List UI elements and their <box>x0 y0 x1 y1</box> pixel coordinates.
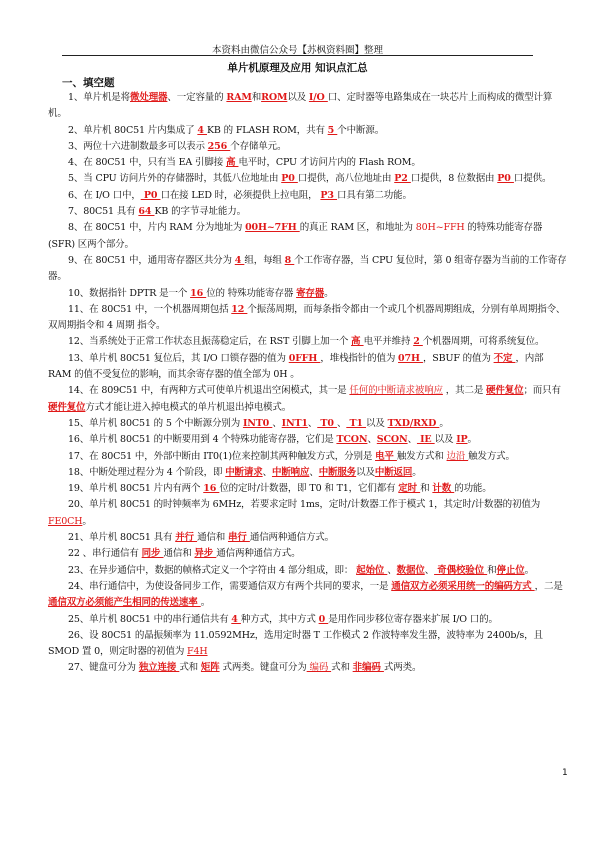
question-text: 、 <box>262 466 272 478</box>
answer-fill: 5 <box>327 124 338 136</box>
answer-fill: T1 <box>346 417 367 429</box>
question-text: 。 <box>200 597 211 609</box>
answer-fill: 非编码 <box>352 662 384 674</box>
answer-fill: 计数 <box>432 483 455 495</box>
answer-fill: 中断返回 <box>374 466 413 478</box>
question-text: 1、单片机是将 <box>68 92 130 103</box>
question-22 <box>48 546 568 562</box>
question-text: 通信和 <box>163 548 195 560</box>
question-10 <box>48 286 568 302</box>
question-text: 和 <box>420 483 433 495</box>
question-text: 24、串行通信中，为使设备同步工作，需要通信双方有两个共同的要求，一是 <box>68 580 392 592</box>
question-23 <box>48 563 568 579</box>
answer-fill: 16 <box>190 287 207 299</box>
question-21 <box>48 530 568 546</box>
question-1 <box>48 90 568 123</box>
question-text: 口提供，高八位地址由 <box>297 173 395 185</box>
question-text: ，二是 <box>534 580 563 592</box>
question-text: 25、单片机 80C51 中的串行通信共有 <box>68 613 232 625</box>
question-text: 26、设 80C51 的晶振频率为 11.0592MHz，选用定时器 T 工作模式 2 作波特率发生器，波特率为 2400b/s，且 SMOD 置 0，则定时器的初值为 <box>48 629 543 658</box>
answer-fill: 并行 <box>175 532 198 544</box>
question-text: 口提供，8 位数据由 <box>410 173 498 185</box>
question-text: 16、单片机 80C51 的中断要用到 4 个特殊功能寄存器，它们是 <box>68 434 337 446</box>
question-text: 15、单片机 80C51 的 5 个中断源分别为 <box>68 417 243 429</box>
question-text: 4、在 80C51 中，只有当 EA 引脚接 <box>68 157 226 169</box>
question-14 <box>48 383 568 416</box>
answer-fill: 00H~7FH <box>245 222 300 234</box>
question-text: 以及 <box>434 434 457 446</box>
question-text: 。 <box>82 515 92 527</box>
question-text: 口提供。 <box>513 173 552 185</box>
question-text: 、 <box>336 417 347 429</box>
question-text: 口、定时器等电路集成在一块芯片上而构成的微型计算机。 <box>48 92 553 120</box>
question-text: 的特殊功能寄存器(SFR) 区两个部分。 <box>48 222 543 250</box>
question-text: 7、80C51 具有 <box>68 206 139 218</box>
question-text: 12、当系统处于正常工作状态且振荡稳定后，在 RST 引脚上加一个 <box>68 336 352 348</box>
question-text: 8、在 80C51 中，片内 RAM 分为地址为 <box>68 222 246 234</box>
question-text: 通信两种通信方式。 <box>216 548 301 560</box>
question-text: 17、在 80C51 中，外部中断由 IT0(1)位来控制其两种触发方式，分别是 <box>68 450 376 462</box>
answer-fill: 定时 <box>398 483 421 495</box>
question-text: 2、单片机 80C51 片内集成了 <box>68 124 198 136</box>
answer-fill: 串行 <box>227 532 250 544</box>
question-2 <box>48 123 568 139</box>
question-text: 13、单片机 80C51 复位后，其 I/O 口锁存器的值为 <box>68 352 289 364</box>
answer-fill: 0FFH <box>288 352 321 364</box>
page-header: 本资料由微信公众号【苏枫资料圈】整理 <box>211 45 383 56</box>
answer-fill: P0 <box>140 189 161 201</box>
question-16 <box>48 432 568 448</box>
question-text: 电平并维持 <box>363 336 414 348</box>
answer-fill: 2 <box>413 336 423 348</box>
question-text: 触发方式。 <box>468 450 515 462</box>
answer-fill: RAM <box>226 92 252 103</box>
question-text: 、 <box>424 564 435 576</box>
question-text: 个存储单元。 <box>230 140 287 152</box>
question-text: 式和 <box>331 662 353 674</box>
answer-fill: F4H <box>187 646 208 658</box>
answer-fill: 停止位 <box>496 564 525 576</box>
answer-fill: 硬件复位 <box>486 385 524 397</box>
question-text: 5、当 CPU 访问片外的存储器时，其低八位地址由 <box>68 173 282 185</box>
question-text: 23、在异步通信中，数据的帧格式定义一个字符由 4 部分组成，即： <box>68 564 357 576</box>
question-text: 是用作同步移位寄存器来扩展 I/O 口的。 <box>328 613 498 625</box>
answer-fill: 高 <box>225 157 239 169</box>
question-text: ，堆栈指针的值为 <box>320 352 399 364</box>
question-text: 9、在 80C51 中，通用寄存器区共分为 <box>68 254 235 266</box>
question-text: 位的定时/计数器，即 T0 和 T1，它们都有 <box>219 483 399 495</box>
answer-fill: 8 <box>284 254 295 266</box>
question-text: 式和 <box>179 662 201 674</box>
question-text: 。 <box>467 434 477 446</box>
answer-fill: 12 <box>231 303 248 315</box>
question-text: 式两类。键盘可分为 <box>219 662 307 674</box>
question-text: 、 <box>387 564 397 576</box>
question-text: 22 、串行通信有 <box>68 548 142 560</box>
answer-fill: 独立连接 <box>138 662 180 674</box>
answer-fill: 数据位 <box>396 564 425 576</box>
answer-fill: 奇偶校验位 <box>434 564 488 576</box>
question-text: 14、在 809C51 中，有两种方式可使单片机退出空闲模式，其一是 <box>68 385 350 397</box>
answer-fill: T0 <box>317 417 337 429</box>
answer-fill: IP <box>456 434 468 446</box>
answer-fill: INT1 <box>281 417 308 429</box>
question-text: 口具有第二功能。 <box>337 189 412 201</box>
answer-fill: I/O <box>308 92 328 103</box>
question-text: 个振荡周期，而每条指令都由一个或几个机器周期组成，分别有单周期指令、双周期指令和 4 周期 指令。 <box>48 303 566 332</box>
page-number: 1 <box>562 768 568 778</box>
question-19 <box>48 481 568 497</box>
question-text: 3、两位十六进制数最多可以表示 <box>68 140 208 152</box>
question-27 <box>48 660 568 676</box>
answer-fill: 4 <box>234 254 245 266</box>
question-text: 、 <box>272 417 282 429</box>
question-text: 、 <box>407 434 417 446</box>
question-text: 。 <box>412 466 422 478</box>
answer-fill: 不定 <box>493 352 516 364</box>
question-text: 、 <box>309 466 319 478</box>
question-text: ；而只有 <box>523 385 561 397</box>
question-text: 种方式，其中方式 <box>240 613 319 625</box>
question-text: 、一定容量的 <box>167 92 227 103</box>
question-text: 21、单片机 80C51 具有 <box>68 532 176 544</box>
answer-fill: SCON <box>376 434 408 446</box>
answer-fill: P2 <box>394 173 411 185</box>
answer-fill: 4 <box>231 613 241 625</box>
question-text: 。 <box>524 564 534 576</box>
answer-fill: 256 <box>207 140 231 152</box>
question-text: 和 <box>251 92 262 103</box>
question-text: KB 的 FLASH ROM，共有 <box>206 124 328 136</box>
answer-fill: 中断请求 <box>225 466 263 478</box>
section-heading: 一、填空题 <box>62 77 115 89</box>
question-24 <box>48 579 568 612</box>
answer-fill: 中断响应 <box>271 466 310 478</box>
question-text: 以及 <box>356 466 375 478</box>
question-text: 19、单片机 80C51 片内有两个 <box>68 483 204 495</box>
question-text: 位的 特殊功能寄存器 <box>206 287 297 299</box>
answer-fill: 80H~FFH <box>415 222 465 234</box>
question-text: 口在接 LED 时，必须提供上拉电阻， <box>160 189 321 201</box>
question-text: 和 <box>487 564 497 576</box>
question-5 <box>48 171 568 187</box>
question-text: 10、数据指针 DPTR 是一个 <box>68 287 191 299</box>
question-list <box>48 90 568 677</box>
question-text: 。 <box>324 287 334 299</box>
question-8 <box>48 220 568 253</box>
answer-fill: 寄存器 <box>296 287 325 299</box>
answer-fill: 同步 <box>141 548 164 560</box>
question-20 <box>48 497 568 530</box>
question-text: 通信两种通信方式。 <box>249 532 334 544</box>
question-text: 的功能。 <box>454 483 492 495</box>
question-26 <box>48 628 568 661</box>
question-text: 18、中断处理过程分为 4 个阶段，即 <box>68 466 226 478</box>
question-text: 以及 <box>366 417 388 429</box>
question-text: 个工作寄存器，当 CPU 复位时，第 0 组寄存器为当前的工作寄存器。 <box>48 254 567 283</box>
answer-fill: 硬件复位 <box>48 401 86 413</box>
question-text: ，其二是 <box>442 385 487 397</box>
question-text: 的真正 RAM 区，和地址为 <box>299 222 416 234</box>
answer-fill: 0 <box>318 613 329 625</box>
question-text: 个中断源。 <box>337 124 385 136</box>
answer-fill: P3 <box>320 189 338 201</box>
question-text: 11、在 80C51 中，一个机器周期包括 <box>68 303 232 315</box>
question-11 <box>48 302 568 335</box>
answer-fill: 高 <box>351 336 364 348</box>
document-title: 单片机原理及应用 知识点汇总 <box>227 62 368 74</box>
answer-fill: 编码 <box>306 662 332 674</box>
question-17 <box>48 449 568 465</box>
question-3 <box>48 139 568 155</box>
answer-fill: INT0 <box>242 417 273 429</box>
question-text: 、 <box>307 417 318 429</box>
answer-fill: TXD/RXD <box>387 417 440 429</box>
answer-fill: TCON <box>336 434 368 446</box>
header-rule <box>62 55 533 56</box>
answer-fill: 矩阵 <box>200 662 220 674</box>
question-text: 、 <box>367 434 377 446</box>
answer-fill: 4 <box>197 124 207 136</box>
answer-fill: ROM <box>261 92 288 103</box>
question-text: ，SBUF 的值为 <box>422 352 494 364</box>
question-6 <box>48 188 568 204</box>
answer-fill: 电平 <box>375 450 397 462</box>
question-text: 。 <box>439 417 449 429</box>
answer-fill: 通信双方必须采用统一的编码方式 <box>391 580 535 592</box>
question-text: ，内部 RAM 的值不受复位的影响，而其余寄存器的值全部为 0H 。 <box>48 352 544 381</box>
question-text: 触发方式和 <box>396 450 447 462</box>
question-text: 式两类。 <box>383 662 422 674</box>
question-25 <box>48 612 568 628</box>
question-15 <box>48 416 568 432</box>
question-text: 组，每组 <box>244 254 285 266</box>
answer-fill: 异步 <box>194 548 217 560</box>
answer-fill: 07H <box>398 352 423 364</box>
question-text: 27、键盘可分为 <box>68 662 139 674</box>
question-7 <box>48 204 568 220</box>
question-text: 通信和 <box>197 532 228 544</box>
question-text: KB 的字节寻址能力。 <box>154 206 246 218</box>
question-text: 方式才能让进入掉电模式的单片机退出掉电模式。 <box>85 401 292 413</box>
question-text: 个机器周期，可将系统复位。 <box>422 336 545 348</box>
question-text: 20、单片机 80C51 的时钟频率为 6MHz，若要求定时 1ms，定时/计数器工作于模式 1，其定时/计数器的初值为 <box>68 499 541 511</box>
answer-fill: 64 <box>138 206 155 218</box>
answer-fill: 任何的中断请求被响应 <box>349 385 443 397</box>
answer-fill: 16 <box>203 483 220 495</box>
answer-fill: 边沿 <box>446 450 469 462</box>
answer-fill: IE <box>416 434 435 446</box>
question-text: 电平时，CPU 才访问片内的 Flash ROM。 <box>238 157 421 169</box>
question-text: 以及 <box>287 92 309 103</box>
answer-fill: FE0CH <box>48 515 83 527</box>
answer-fill: 通信双方必须能产生相同的传送速率 <box>48 597 201 609</box>
answer-fill: 起始位 <box>356 564 388 576</box>
answer-fill: 中断服务 <box>318 466 357 478</box>
answer-fill: P0 <box>281 173 298 185</box>
question-9 <box>48 253 568 286</box>
question-4 <box>48 155 568 171</box>
question-12 <box>48 334 568 350</box>
question-18 <box>48 465 568 481</box>
answer-fill: 微处理器 <box>130 92 168 103</box>
question-text: 6、在 I/O 口中， <box>68 189 141 201</box>
question-13 <box>48 351 568 384</box>
answer-fill: P0 <box>497 173 514 185</box>
